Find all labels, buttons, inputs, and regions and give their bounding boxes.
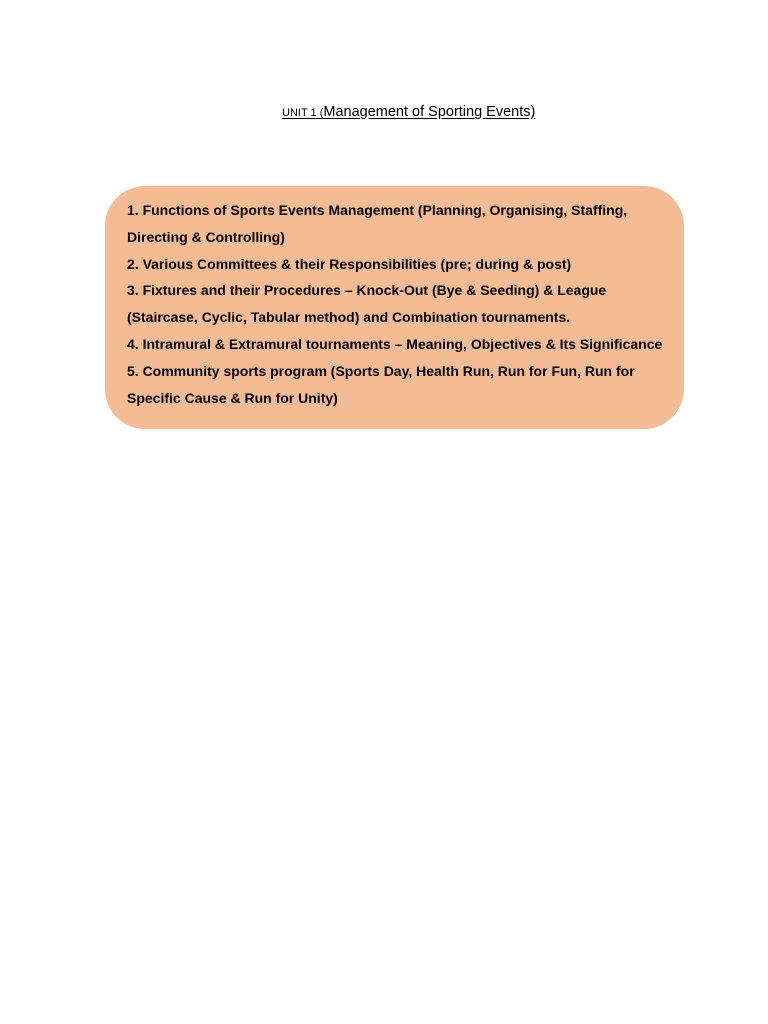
title-main: Management of Sporting Events) bbox=[323, 104, 536, 120]
topic-item-3: 3. Fixtures and their Procedures – Knock-Out (Bye & Seeding) & League (Staircase, Cyclic, Tabular method) and Combination tournaments. bbox=[127, 282, 607, 326]
topic-item-2: 2. Various Committees & their Responsibilities (pre; during & post) bbox=[127, 255, 572, 272]
title-prefix: UNIT 1 ( bbox=[282, 107, 324, 119]
topic-item-4: 4. Intramural & Extramural tournaments – Meaning, Objectives & Its Significance bbox=[127, 335, 663, 352]
topic-item-5: 5. Community sports program (Sports Day, Health Run, Run for Fun, Run for Specific Cause & Run for Unity) bbox=[127, 362, 635, 406]
syllabus-callout-box bbox=[105, 186, 684, 429]
topic-item-1: 1. Functions of Sports Events Management (Planning, Organising, Staffing, Directing & Controlling) bbox=[127, 202, 628, 245]
syllabus-topic-list bbox=[127, 197, 666, 411]
page-title bbox=[282, 103, 582, 121]
